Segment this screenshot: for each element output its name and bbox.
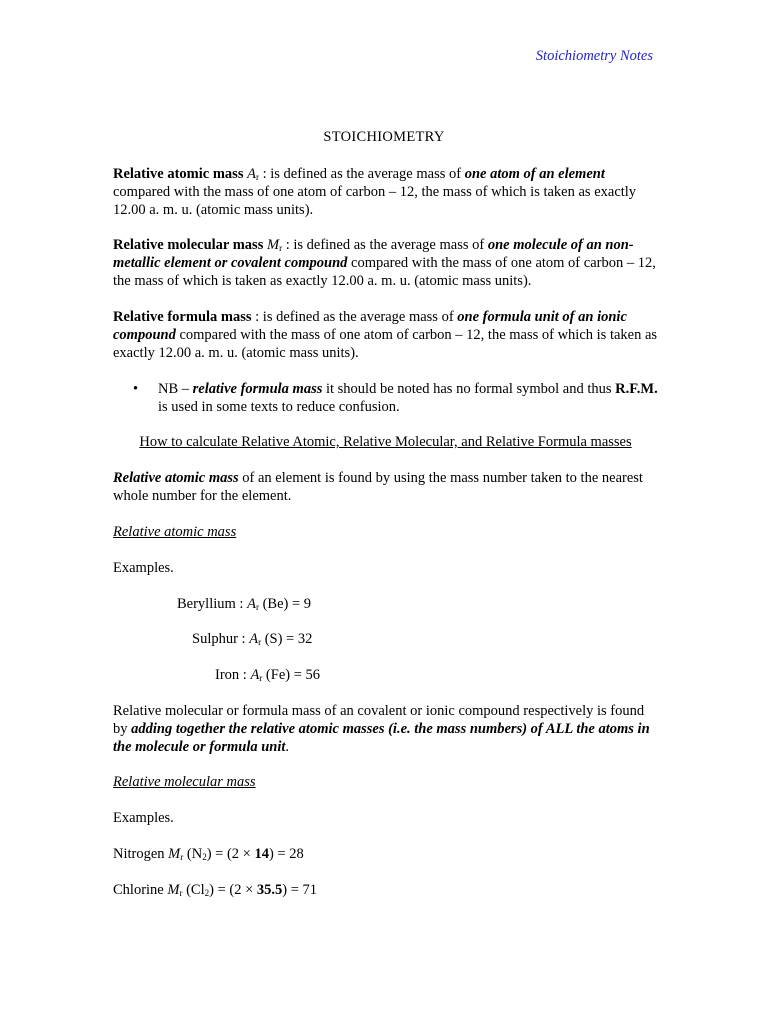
nb-text-1: NB – bbox=[158, 381, 193, 397]
nb-text-2: it should be noted has no formal symbol and thus bbox=[322, 381, 616, 397]
rmm-text-1: : is defined as the average mass of bbox=[282, 237, 488, 253]
example-iron bbox=[215, 666, 515, 684]
examples-label: Examples. bbox=[113, 560, 174, 576]
rmm-subheading-text: Relative molecular mass bbox=[113, 774, 256, 790]
ram-definition bbox=[113, 165, 658, 219]
ram-found-text: of an element is found by using the mass number taken to the nearest whole number for the element. bbox=[113, 470, 643, 504]
example-symbol-sub: r bbox=[259, 673, 263, 683]
example-value: (Fe) = 56 bbox=[262, 667, 321, 683]
ram-term: Relative atomic mass bbox=[113, 166, 244, 182]
rmm-definition bbox=[113, 236, 658, 290]
rmm-text-2: compared with the mass of one atom of carbon – 12, the mass of which is taken as exactly 12.00 a. m. u. (atomic mass units). bbox=[113, 255, 656, 289]
example-symbol: A bbox=[249, 631, 259, 647]
example-name: Nitrogen bbox=[113, 846, 169, 862]
examples-label-2: Examples. bbox=[113, 810, 174, 826]
ram-symbol-sub: r bbox=[255, 172, 259, 182]
example-formula-sub: 2 bbox=[204, 888, 210, 898]
nb-rfm: R.F.M. bbox=[615, 381, 658, 397]
example-beryllium bbox=[177, 595, 477, 613]
rmm-symbol: M bbox=[266, 237, 280, 253]
rmm-subheading bbox=[113, 773, 658, 791]
rfm-emphasis: one formula unit of an ionic compound bbox=[113, 309, 627, 343]
ram-text-1: : is defined as the average mass of bbox=[258, 166, 465, 182]
nb-emphasis: relative formula mass bbox=[192, 381, 323, 397]
example-name: Iron : bbox=[215, 667, 251, 683]
rmm-emphasis: one molecule of an non-metallic element or covalent compound bbox=[113, 237, 634, 271]
rfm-definition bbox=[113, 308, 658, 362]
rmm-term: Relative molecular mass bbox=[113, 237, 264, 253]
ram-symbol: A bbox=[247, 166, 256, 182]
ram-found-emphasis: Relative atomic mass bbox=[113, 470, 239, 486]
ram-found bbox=[113, 469, 658, 505]
example-mass: 14 bbox=[254, 846, 269, 862]
nb-bullet-item bbox=[113, 380, 658, 416]
rmm-found bbox=[113, 702, 658, 756]
example-symbol-sub: r bbox=[255, 602, 259, 612]
example-calc: ) = (2 × bbox=[209, 882, 257, 898]
example-result: ) = 28 bbox=[268, 846, 304, 862]
example-formula: (Cl bbox=[182, 882, 205, 898]
example-symbol: M bbox=[167, 882, 180, 898]
example-result: ) = 71 bbox=[282, 882, 318, 898]
rmm-found-emphasis: adding together the relative atomic masses (i.e. the mass numbers) of ALL the atoms in the molecule or formula unit bbox=[113, 721, 650, 755]
example-symbol-sub: r bbox=[258, 637, 262, 647]
example-symbol-sub: r bbox=[180, 852, 184, 862]
ram-emphasis: one atom of an element bbox=[464, 166, 605, 182]
example-symbol: A bbox=[247, 596, 256, 612]
example-symbol-sub: r bbox=[179, 888, 183, 898]
how-to-heading bbox=[113, 433, 658, 451]
rmm-symbol-sub: r bbox=[279, 243, 283, 253]
rfm-text-1: : is defined as the average mass of bbox=[251, 309, 458, 325]
page-header: Stoichiometry Notes bbox=[535, 48, 653, 64]
document-title: STOICHIOMETRY bbox=[323, 129, 445, 145]
example-name: Chlorine bbox=[113, 882, 168, 898]
how-to-heading-text: How to calculate Relative Atomic, Relative Molecular, and Relative Formula masses bbox=[139, 434, 632, 450]
nb-note bbox=[113, 380, 658, 416]
example-symbol: A bbox=[250, 667, 260, 683]
example-formula-sub: 2 bbox=[202, 852, 207, 862]
example-formula: (N bbox=[183, 846, 203, 862]
example-mass: 35.5 bbox=[256, 882, 283, 898]
rfm-text-2: compared with the mass of one atom of carbon – 12, the mass of which is taken as exactly 12.00 a. m. u. (atomic mass units). bbox=[113, 327, 658, 361]
nb-text-3: is used in some texts to reduce confusion. bbox=[158, 399, 400, 415]
rfm-term: Relative formula mass bbox=[113, 309, 252, 325]
example-sulphur bbox=[192, 630, 492, 648]
rmm-found-text-2: . bbox=[285, 739, 290, 755]
ram-text-2: compared with the mass of one atom of carbon – 12, the mass of which is taken as exactly 12.00 a. m. u. (atomic mass units). bbox=[113, 184, 637, 218]
rmm-found-text-1: Relative molecular or formula mass of an covalent or ionic compound respectively is found by bbox=[113, 703, 645, 737]
example-name: Beryllium : bbox=[177, 596, 248, 612]
example-symbol: M bbox=[168, 846, 181, 862]
example-chlorine bbox=[113, 881, 658, 899]
ram-subheading-text: Relative atomic mass bbox=[113, 524, 237, 540]
example-calc: ) = (2 × bbox=[206, 846, 255, 862]
ram-subheading bbox=[113, 523, 658, 541]
example-nitrogen bbox=[113, 845, 658, 863]
example-name: Sulphur : bbox=[192, 631, 250, 647]
example-value: (Be) = 9 bbox=[258, 596, 312, 612]
example-value: (S) = 32 bbox=[261, 631, 313, 647]
